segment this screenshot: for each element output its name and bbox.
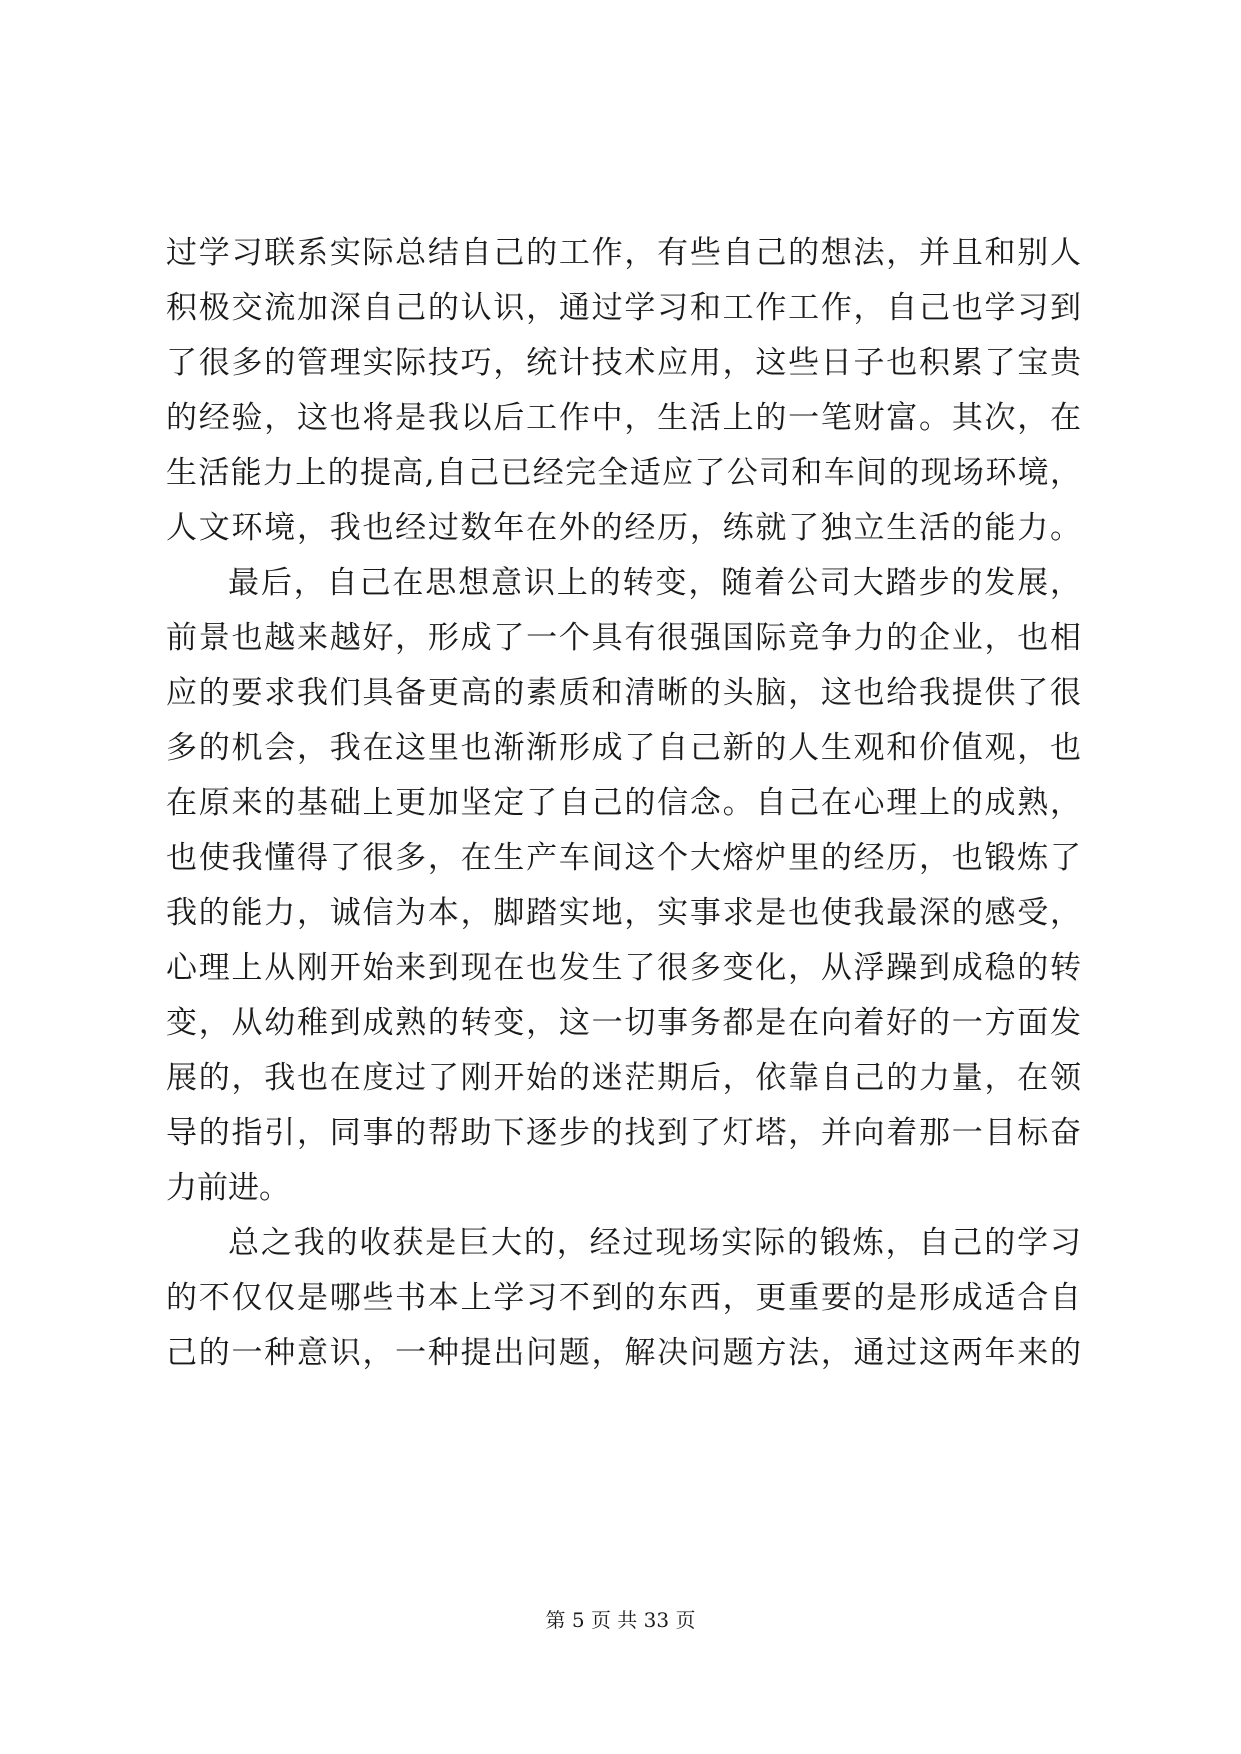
body-text (166, 226, 1081, 1381)
text-line: 积极交流加深自己的认识，通过学习和工作工作，自己也学习到 (166, 290, 1081, 326)
paragraph-first-line: 最后，自己在思想意识上的转变，随着公司大踏步的发展， (228, 565, 1081, 601)
text-line: 前景也越来越好，形成了一个具有很强国际竞争力的企业，也相 (166, 620, 1081, 656)
paragraph-first-line: 总之我的收获是巨大的，经过现场实际的锻炼，自己的学习 (228, 1225, 1081, 1261)
text-line: 在原来的基础上更加坚定了自己的信念。自己在心理上的成熟， (166, 785, 1081, 821)
text-line: 变，从幼稚到成熟的转变，这一切事务都是在向着好的一方面发 (166, 1005, 1081, 1041)
text-line: 过学习联系实际总结自己的工作，有些自己的想法，并且和别人 (166, 235, 1081, 271)
text-line: 展的，我也在度过了刚开始的迷茫期后，依靠自己的力量，在领 (166, 1060, 1081, 1096)
text-line: 的不仅仅是哪些书本上学习不到的东西，更重要的是形成适合自 (166, 1280, 1081, 1316)
text-line: 应的要求我们具备更高的素质和清晰的头脑，这也给我提供了很 (166, 675, 1081, 711)
text-line: 生活能力上的提高,自己已经完全适应了公司和车间的现场环境， (166, 455, 1081, 491)
text-line: 心理上从刚开始来到现在也发生了很多变化，从浮躁到成稳的转 (166, 950, 1081, 986)
text-line: 也使我懂得了很多，在生产车间这个大熔炉里的经历，也锻炼了 (166, 840, 1081, 876)
text-line: 的经验，这也将是我以后工作中，生活上的一笔财富。其次，在 (166, 400, 1081, 436)
text-line: 我的能力，诚信为本，脚踏实地，实事求是也使我最深的感受， (166, 895, 1081, 931)
paragraph-last-line: 力前进。 (166, 1170, 290, 1206)
text-line: 人文环境，我也经过数年在外的经历，练就了独立生活的能力。 (166, 510, 1081, 546)
text-line: 导的指引，同事的帮助下逐步的找到了灯塔，并向着那一目标奋 (166, 1115, 1081, 1151)
text-line: 多的机会，我在这里也渐渐形成了自己新的人生观和价值观，也 (166, 730, 1081, 766)
page-number-footer: 第 5 页 共 33 页 (545, 1608, 696, 1632)
text-line: 己的一种意识，一种提出问题，解决问题方法，通过这两年来的 (166, 1335, 1081, 1371)
text-line: 了很多的管理实际技巧，统计技术应用，这些日子也积累了宝贵 (166, 345, 1081, 381)
